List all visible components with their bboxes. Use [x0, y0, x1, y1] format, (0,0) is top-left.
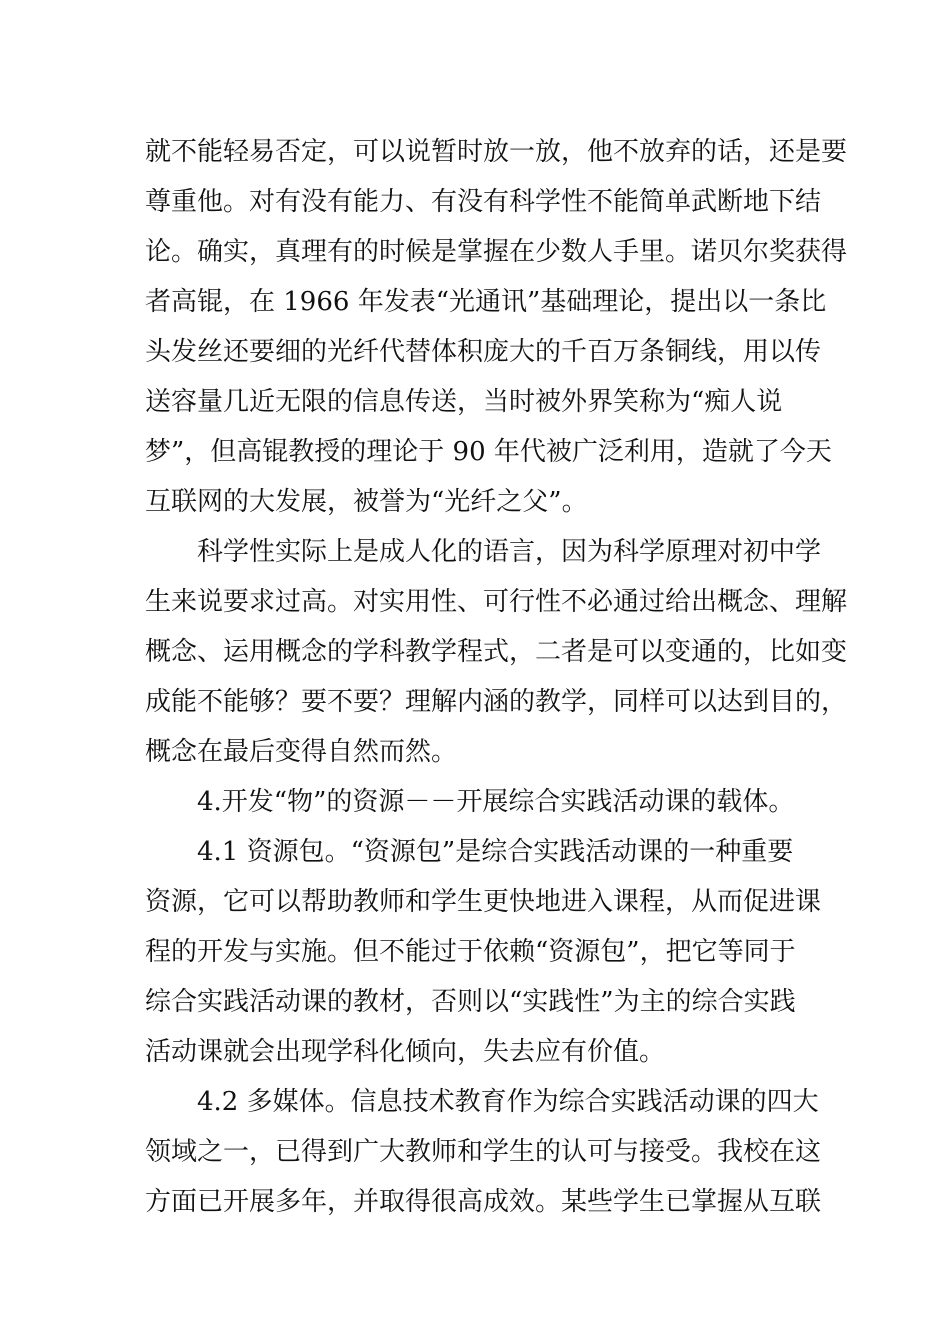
- text-line: 论。确实，真理有的时候是掌握在少数人手里。诺贝尔奖获得: [145, 237, 848, 267]
- text-line: 生来说要求过高。对实用性、可行性不必通过给出概念、理解: [145, 587, 848, 617]
- text-line: 方面已开展多年，并取得很高成效。某些学生已掌握从互联: [145, 1187, 822, 1217]
- text-line: 成能不能够？要不要？理解内涵的教学，同样可以达到目的，: [145, 687, 848, 717]
- text-line: 活动课就会出现学科化倾向，失去应有价值。: [145, 1037, 666, 1067]
- text-line: 概念在最后变得自然而然。: [145, 737, 458, 767]
- paragraph-first-line: 4.2 多媒体。信息技术教育作为综合实践活动课的四大: [197, 1087, 819, 1117]
- text-line: 尊重他。对有没有能力、有没有科学性不能简单武断地下结: [145, 187, 822, 217]
- text-line: 就不能轻易否定，可以说暂时放一放，他不放弃的话，还是要: [145, 137, 848, 167]
- text-line: 互联网的大发展，被誉为“光纤之父”。: [145, 487, 588, 517]
- text-line: 送容量几近无限的信息传送，当时被外界笑称为“痴人说: [145, 387, 783, 417]
- document-body: [145, 127, 848, 1227]
- text-line: 领域之一，已得到广大教师和学生的认可与接受。我校在这: [145, 1137, 822, 1167]
- section-heading: 4.开发“物”的资源－－开展综合实践活动课的载体。: [197, 787, 795, 817]
- text-line: 概念、运用概念的学科教学程式，二者是可以变通的，比如变: [145, 637, 848, 667]
- text-line: 程的开发与实施。但不能过于依赖“资源包”，把它等同于: [145, 937, 796, 967]
- text-line: 梦”，但高锟教授的理论于 90 年代被广泛利用，造就了今天: [145, 437, 832, 467]
- text-line: 综合实践活动课的教材，否则以“实践性”为主的综合实践: [145, 987, 796, 1017]
- text-line: 头发丝还要细的光纤代替体积庞大的千百万条铜线，用以传: [145, 337, 822, 367]
- paragraph-first-line: 科学性实际上是成人化的语言，因为科学原理对初中学: [197, 537, 822, 567]
- text-line: 资源，它可以帮助教师和学生更快地进入课程，从而促进课: [145, 887, 822, 917]
- paragraph-first-line: 4.1 资源包。“资源包”是综合实践活动课的一种重要: [197, 837, 794, 867]
- text-line: 者高锟，在 1966 年发表“光通讯”基础理论，提出以一条比: [145, 287, 827, 317]
